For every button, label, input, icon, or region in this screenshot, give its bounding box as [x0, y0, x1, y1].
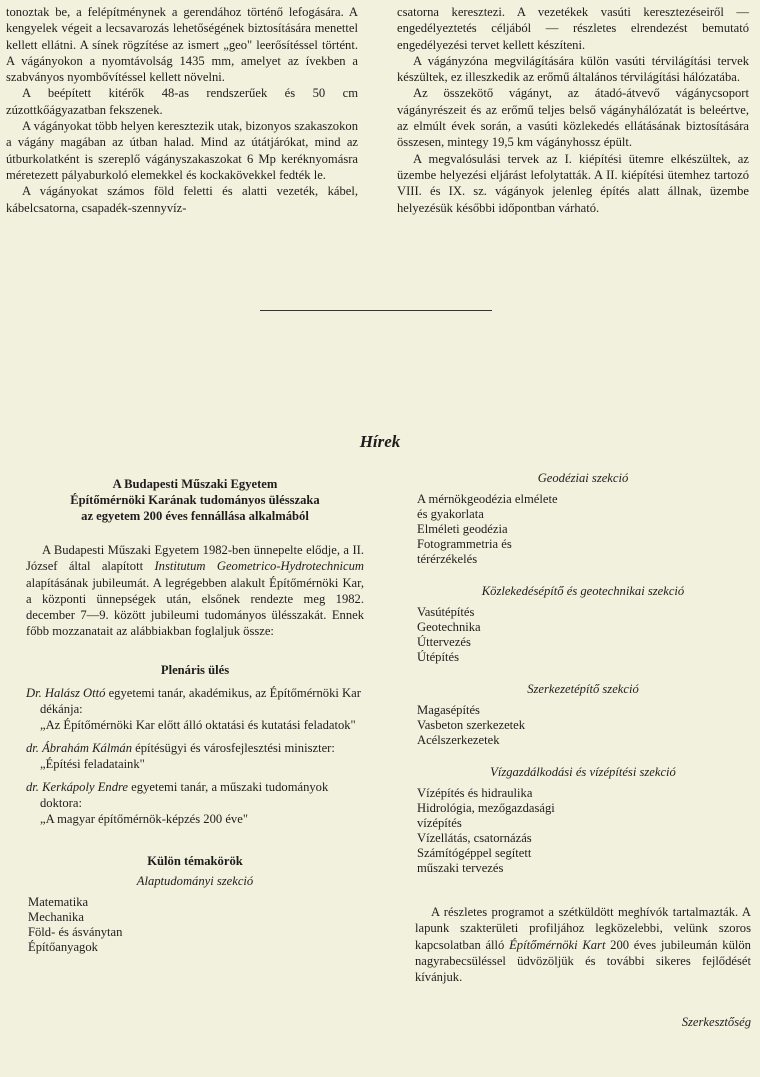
body-paragraph: A beépített kitérők 48-as rendszerűek és 50 cm zúzottkőágyazatban fekszenek.	[6, 86, 358, 117]
section-item: Hidrológia, mezőgazdasági	[417, 801, 555, 815]
body-paragraph: tonoztak be, a felépítménynek a gerendához történő lefogására. A kengyelek végeit a lecsavarozás lehetőségének biztosítására menettel kellett ellátni. A sínek rögzítése az ismert „geo" leerősítéssel történt. A vágányokon a nyomtávolság 1435 mm, amelyet az ívekben a szabványos nyombővítéssel kellett növelni.	[6, 5, 358, 85]
section-item: Matematika	[28, 894, 89, 909]
section-item: Úttervezés	[417, 635, 471, 649]
sections-left	[26, 873, 364, 955]
speaker-entry	[26, 685, 364, 733]
speaker-role: egyetemi tanár, akadémikus, az Építőmérnöki Kar dékánja:	[40, 685, 361, 716]
closing-paragraph: A részletes programot a szétküldött meghívók tartalmazták. A lapunk szakterületi profiljához legközelebbi, velünk szoros kapcsolatban álló Építőmérnöki Kart 200 éves jubileumán külön nagyrabecsüléssel üdvözöljük és további sikeres fejlődését kívánjuk.	[415, 905, 751, 985]
section-item: Fotogrammetria és	[417, 537, 512, 551]
body-paragraph: A vágányokat számos föld feletti és alatti vezeték, kábel, kábelcsatorna, csapadék-szennyvíz-	[6, 184, 358, 215]
section-item: és gyakorlata	[417, 507, 484, 521]
section-item: vízépítés	[417, 816, 462, 830]
talk-title: „Az Építőmérnöki Kar előtt álló oktatási és kutatási feladatok"	[40, 717, 356, 732]
section-item: Vízellátás, csatornázás	[417, 831, 532, 845]
section-heading: Közlekedésépítő és geotechnikai szekció	[481, 584, 685, 598]
article-left-column	[26, 476, 364, 955]
body-paragraph: csatorna keresztezi. A vezetékek vasúti keresztezéseiről — engedélyeztetés céljából — részletes elrendezést bemutató engedélyezési tervet kellett készíteni.	[397, 5, 749, 52]
body-paragraph: A vágányokat több helyen keresztezik utak, bizonyos szakaszokon a vágány magában az útban halad. Mind az útátjárókat, mind az útburkolatként is szereplő vágányszakaszokat 6 Mp keréknyomásra méretezett pályaburkoló elemekkel és kockakövekkel fedték le.	[6, 119, 358, 182]
article-intro: A Budapesti Műszaki Egyetem 1982-ben ünnepelte elődje, a II. József által alapított Institutum Geometrico-Hydrotechnicum alapításának jubileumát. A legrégebben alakult Építőmérnöki Kar, a központi ünnepségek után, elsőnek rendezte meg 1982. december 7—9. között jubileumi tudományos ülésszakát. Ennek főbb mozzanatait az alábbiakban foglaljuk össze:	[26, 543, 364, 639]
section-heading: Alaptudományi szekció	[136, 873, 254, 888]
section-item: Építőanyagok	[28, 939, 98, 954]
speaker-name: dr. Ábrahám Kálmán	[26, 740, 133, 755]
speaker-name: dr. Kerkápoly Endre	[26, 779, 129, 794]
speaker-entry	[26, 779, 364, 827]
section-item: A mérnökgeodézia elmélete	[417, 492, 558, 506]
news-title: Hírek	[359, 432, 401, 451]
section-item: Vasútépítés	[417, 605, 475, 619]
article-heading	[26, 476, 364, 524]
section-item: Számítógéppel segített	[417, 846, 532, 860]
body-paragraph: A vágányzóna megvilágítására külön vasúti térvilágítási tervek készültek, ez illeszkedik az erőmű általános térvilágítási hálózatába.	[397, 53, 749, 85]
section-item: Útépítés	[417, 650, 459, 664]
article-heading-line: Építőmérnöki Karának tudományos ülésszaka	[70, 493, 320, 507]
section-item: Vízépítés és hidraulika	[417, 786, 533, 800]
section-heading: Vízgazdálkodási és vízépítési szekció	[490, 765, 676, 779]
section-item: Mechanika	[28, 909, 84, 924]
section-item: Elméleti geodézia	[417, 522, 508, 536]
section-heading: Szerkezetépítő szekció	[527, 682, 639, 696]
signature: Szerkesztőség	[681, 1015, 751, 1030]
speakers-list	[26, 685, 364, 827]
body-paragraph: A megvalósulási tervek az I. kiépítési ütemre elkészültek, az üzembe helyezési eljárást lefolytatták. A II. kiépítési ütemhez tartozó VIII. és IX. sz. vágányok jelenleg építés alatt állnak, üzembe helyezésük későbbi időpontban várható.	[397, 151, 749, 215]
article-heading-line: A Budapesti Műszaki Egyetem	[112, 477, 278, 491]
section-item: Vasbeton szerkezetek	[417, 718, 526, 732]
speaker-role: egyetemi tanár, a műszaki tudományok doktora:	[40, 779, 329, 810]
top-left-column	[6, 4, 358, 216]
topics-heading: Külön témakörök	[147, 853, 243, 868]
section-item: Magasépítés	[417, 703, 480, 717]
body-paragraph: Az összekötő vágányt, az átadó-átvevő vágánycsoport vágányrészeit és az erőmű teljes belső vágányhálózatát is beleértve, az elmúlt évek során, a vasúti közlekedés ellátásának biztosítására összesen, mintegy 19,5 km vágányhossz épült.	[397, 86, 749, 150]
article-heading-line: az egyetem 200 éves fennállása alkalmából	[81, 509, 309, 523]
speaker-name: Dr. Halász Ottó	[26, 685, 106, 700]
talk-title: „Építési feladataink"	[40, 756, 145, 771]
plenary-heading: Plenáris ülés	[160, 662, 230, 677]
talk-title: „A magyar építőmérnök-képzés 200 éve"	[40, 811, 248, 826]
section-item: Acélszerkezetek	[417, 733, 500, 747]
top-right-column	[397, 4, 749, 216]
section-heading: Geodéziai szekció	[537, 471, 629, 485]
sections-right	[415, 470, 751, 876]
section-divider	[260, 310, 492, 311]
article-right-column	[415, 470, 751, 1030]
section-item: térérzékelés	[417, 552, 478, 566]
speaker-role: építésügyi és városfejlesztési miniszter:	[132, 740, 335, 755]
section-item: Geotechnika	[417, 620, 481, 634]
speaker-entry	[26, 740, 364, 772]
section-item: Föld- és ásványtan	[28, 924, 123, 939]
section-item: műszaki tervezés	[417, 861, 504, 875]
